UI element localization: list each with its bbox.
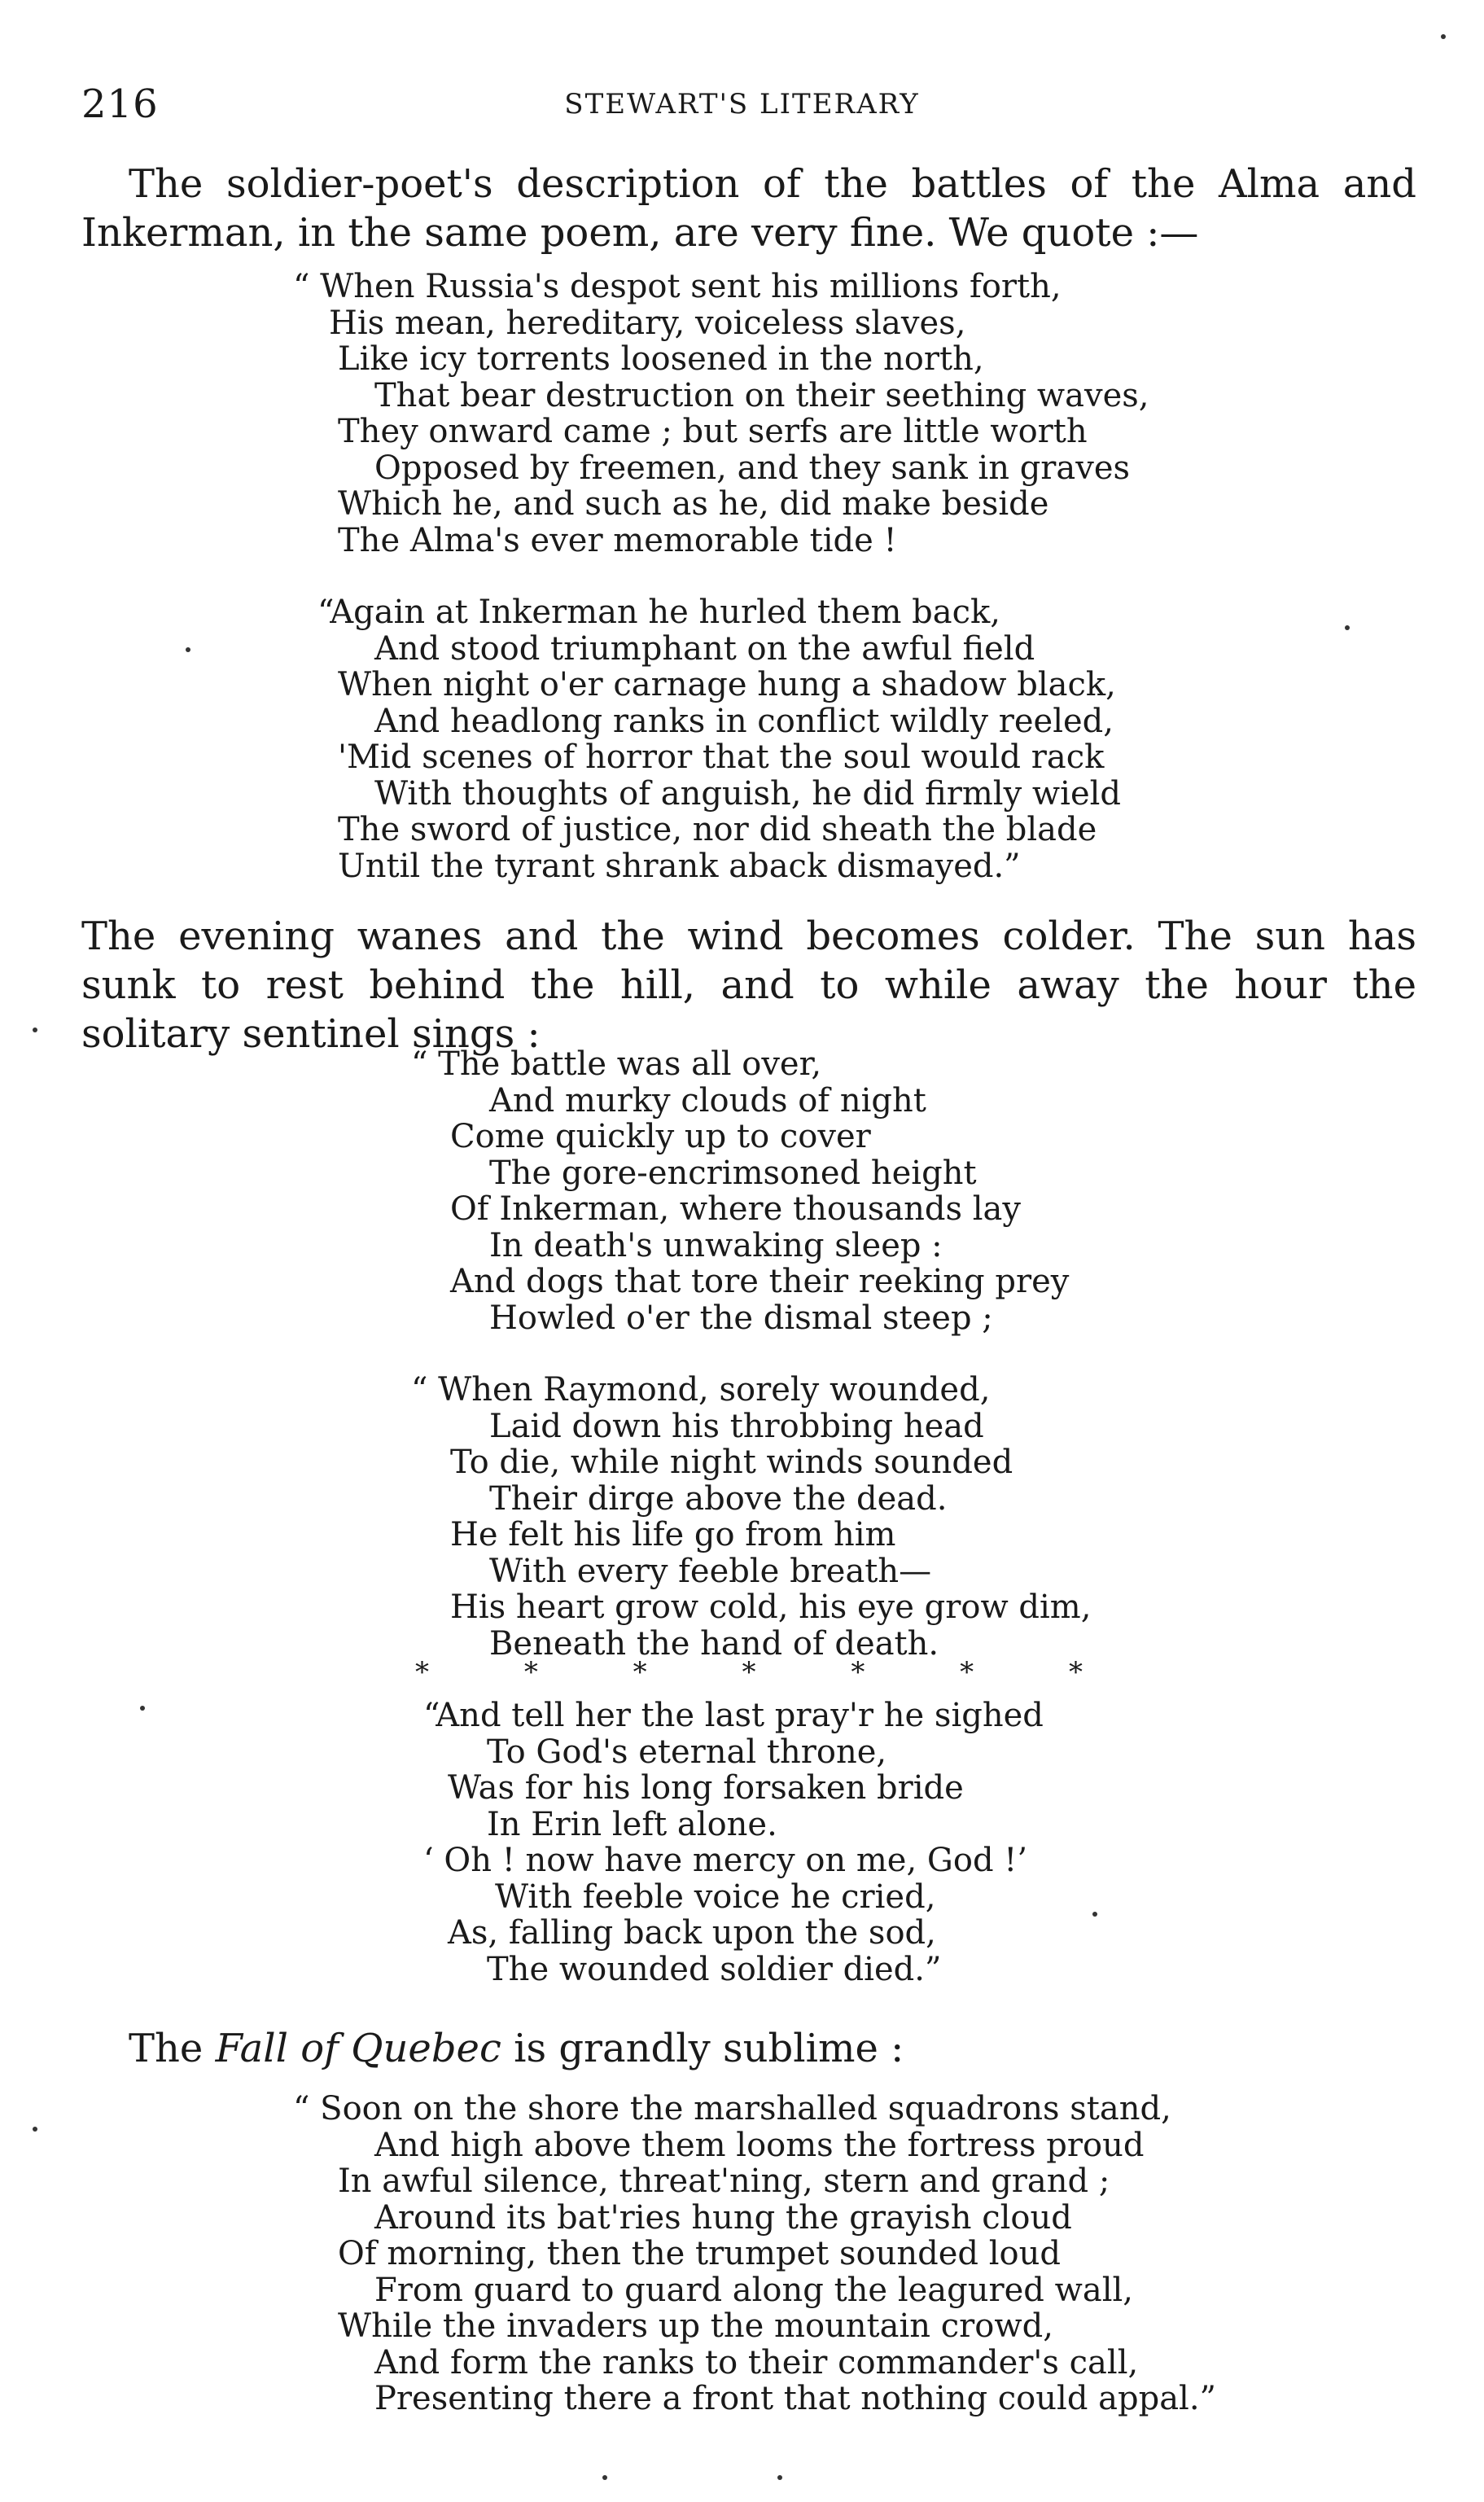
print-speck (1441, 34, 1446, 39)
paragraph-3-before: The (129, 2026, 216, 2071)
paragraph-2 (81, 912, 1416, 1058)
verse-line: And high above them looms the fortress proud (374, 2126, 1145, 2164)
verse-line: And murky clouds of night (489, 1081, 926, 1120)
verse-line: “Again at Inkerman he hurled them back, (317, 594, 1000, 631)
verse-line: When night o'er carnage hung a shadow black, (338, 666, 1116, 703)
verse-line: Like icy torrents loosened in the north, (338, 340, 984, 378)
verse-line: Laid down his throbbing head (489, 1407, 984, 1445)
verse-stanza-3 (411, 1046, 1069, 1336)
verse-line: With thoughts of anguish, he did firmly wield (374, 774, 1122, 813)
verse-line: As, falling back upon the sod, (448, 1914, 936, 1952)
running-title: STEWART'S LITERARY (564, 88, 920, 120)
verse-line: In death's unwaking sleep : (489, 1226, 943, 1264)
asterisk: * (851, 1656, 865, 1689)
verse-line: With feeble voice he cried, (495, 1878, 936, 1916)
asterisk: * (1068, 1656, 1083, 1689)
verse-line: Was for his long forsaken bride (448, 1769, 964, 1807)
verse-line: And form the ranks to their commander's call, (374, 2343, 1139, 2382)
verse-line: “ The battle was all over, (411, 1045, 822, 1083)
verse-line: “ When Raymond, sorely wounded, (411, 1371, 991, 1409)
print-speck (602, 2475, 607, 2480)
verse-line: With every feeble breath— (489, 1552, 932, 1590)
verse-stanza-2 (317, 594, 1121, 884)
asterisk: * (523, 1656, 538, 1689)
verse-line: The gore-encrimsoned height (489, 1154, 977, 1192)
asterisk: * (960, 1656, 974, 1689)
section-break-asterisks (415, 1656, 1083, 1689)
verse-line: And headlong ranks in conflict wildly reeled, (374, 702, 1114, 740)
print-speck (777, 2475, 782, 2480)
verse-line: Of morning, then the trumpet sounded loud (338, 2235, 1061, 2272)
verse-line: Their dirge above the dead. (489, 1479, 948, 1518)
verse-line: Beneath the hand of death. (489, 1624, 939, 1663)
paragraph-3-after: is grandly sublime : (501, 2026, 904, 2071)
verse-line: Of Inkerman, where thousands lay (450, 1190, 1021, 1228)
print-speck (1092, 1912, 1097, 1917)
asterisk: * (633, 1656, 647, 1689)
verse-line: Around its bat'ries hung the grayish cloud (374, 2198, 1072, 2237)
verse-line: He felt his life go from him (450, 1516, 896, 1553)
verse-line: Come quickly up to cover (450, 1118, 871, 1155)
verse-line: The sword of justice, nor did sheath the blade (338, 811, 1097, 848)
verse-line: That bear destruction on their seething waves, (374, 376, 1149, 414)
verse-line: To die, while night winds sounded (450, 1444, 1013, 1481)
paragraph-1-text: The soldier-poet's description of the battles of the Alma and Inkerman, in the same poem, are very fine. We quote :— (81, 161, 1416, 256)
verse-line: And stood triumphant on the awful field (374, 629, 1035, 668)
verse-line: His heart grow cold, his eye grow dim, (450, 1588, 1092, 1626)
verse-line: Presenting there a front that nothing could appal.” (374, 2380, 1217, 2417)
verse-line: In awful silence, threat'ning, stern and grand ; (338, 2162, 1110, 2200)
verse-line: Howled o'er the dismal steep ; (489, 1299, 993, 1337)
verse-line: In Erin left alone. (487, 1805, 777, 1843)
verse-line: Until the tyrant shrank aback dismayed.” (338, 847, 1021, 885)
paragraph-3 (81, 2024, 1416, 2073)
page-number: 216 (81, 81, 159, 127)
paragraph-2-text: The evening wanes and the wind becomes colder. The sun has sunk to rest behind the hill, and to while away the hour the solitary sentinel sings : (81, 914, 1416, 1057)
verse-stanza-4 (411, 1372, 1091, 1662)
verse-line: ‘ Oh ! now have mercy on me, God !’ (423, 1842, 1028, 1879)
poem-title: Fall of Quebec (215, 2026, 501, 2071)
verse-line: 'Mid scenes of horror that the soul would rack (338, 738, 1105, 776)
asterisk: * (742, 1656, 756, 1689)
verse-line: Opposed by freemen, and they sank in graves (374, 449, 1131, 487)
verse-line: And dogs that tore their reeking prey (450, 1263, 1070, 1300)
asterisk: * (415, 1656, 429, 1689)
verse-line: To God's eternal throne, (487, 1733, 887, 1771)
paragraph-1 (81, 160, 1416, 257)
verse-line: Which he, and such as he, did make beside (338, 485, 1049, 523)
verse-line: From guard to guard along the leagured wall, (374, 2271, 1133, 2309)
verse-line: They onward came ; but serfs are little worth (338, 413, 1088, 450)
verse-line: “And tell her the last pray'r he sighed (423, 1697, 1044, 1734)
print-speck (33, 2127, 37, 2132)
verse-line: The wounded soldier died.” (487, 1950, 942, 1988)
verse-stanza-5 (423, 1698, 1044, 1987)
print-speck (186, 647, 190, 652)
verse-line: “ When Russia's despot sent his millions forth, (293, 268, 1062, 305)
page-header (81, 81, 1403, 130)
print-speck (33, 1028, 37, 1032)
verse-line: “ Soon on the shore the marshalled squadrons stand, (293, 2090, 1171, 2127)
verse-line: His mean, hereditary, voiceless slaves, (329, 304, 966, 342)
verse-line: The Alma's ever memorable tide ! (338, 521, 897, 559)
print-speck (140, 1706, 145, 1711)
verse-stanza-6 (293, 2091, 1216, 2417)
print-speck (1345, 625, 1350, 630)
verse-line: While the invaders up the mountain crowd, (338, 2307, 1053, 2345)
verse-stanza-1 (293, 269, 1149, 559)
